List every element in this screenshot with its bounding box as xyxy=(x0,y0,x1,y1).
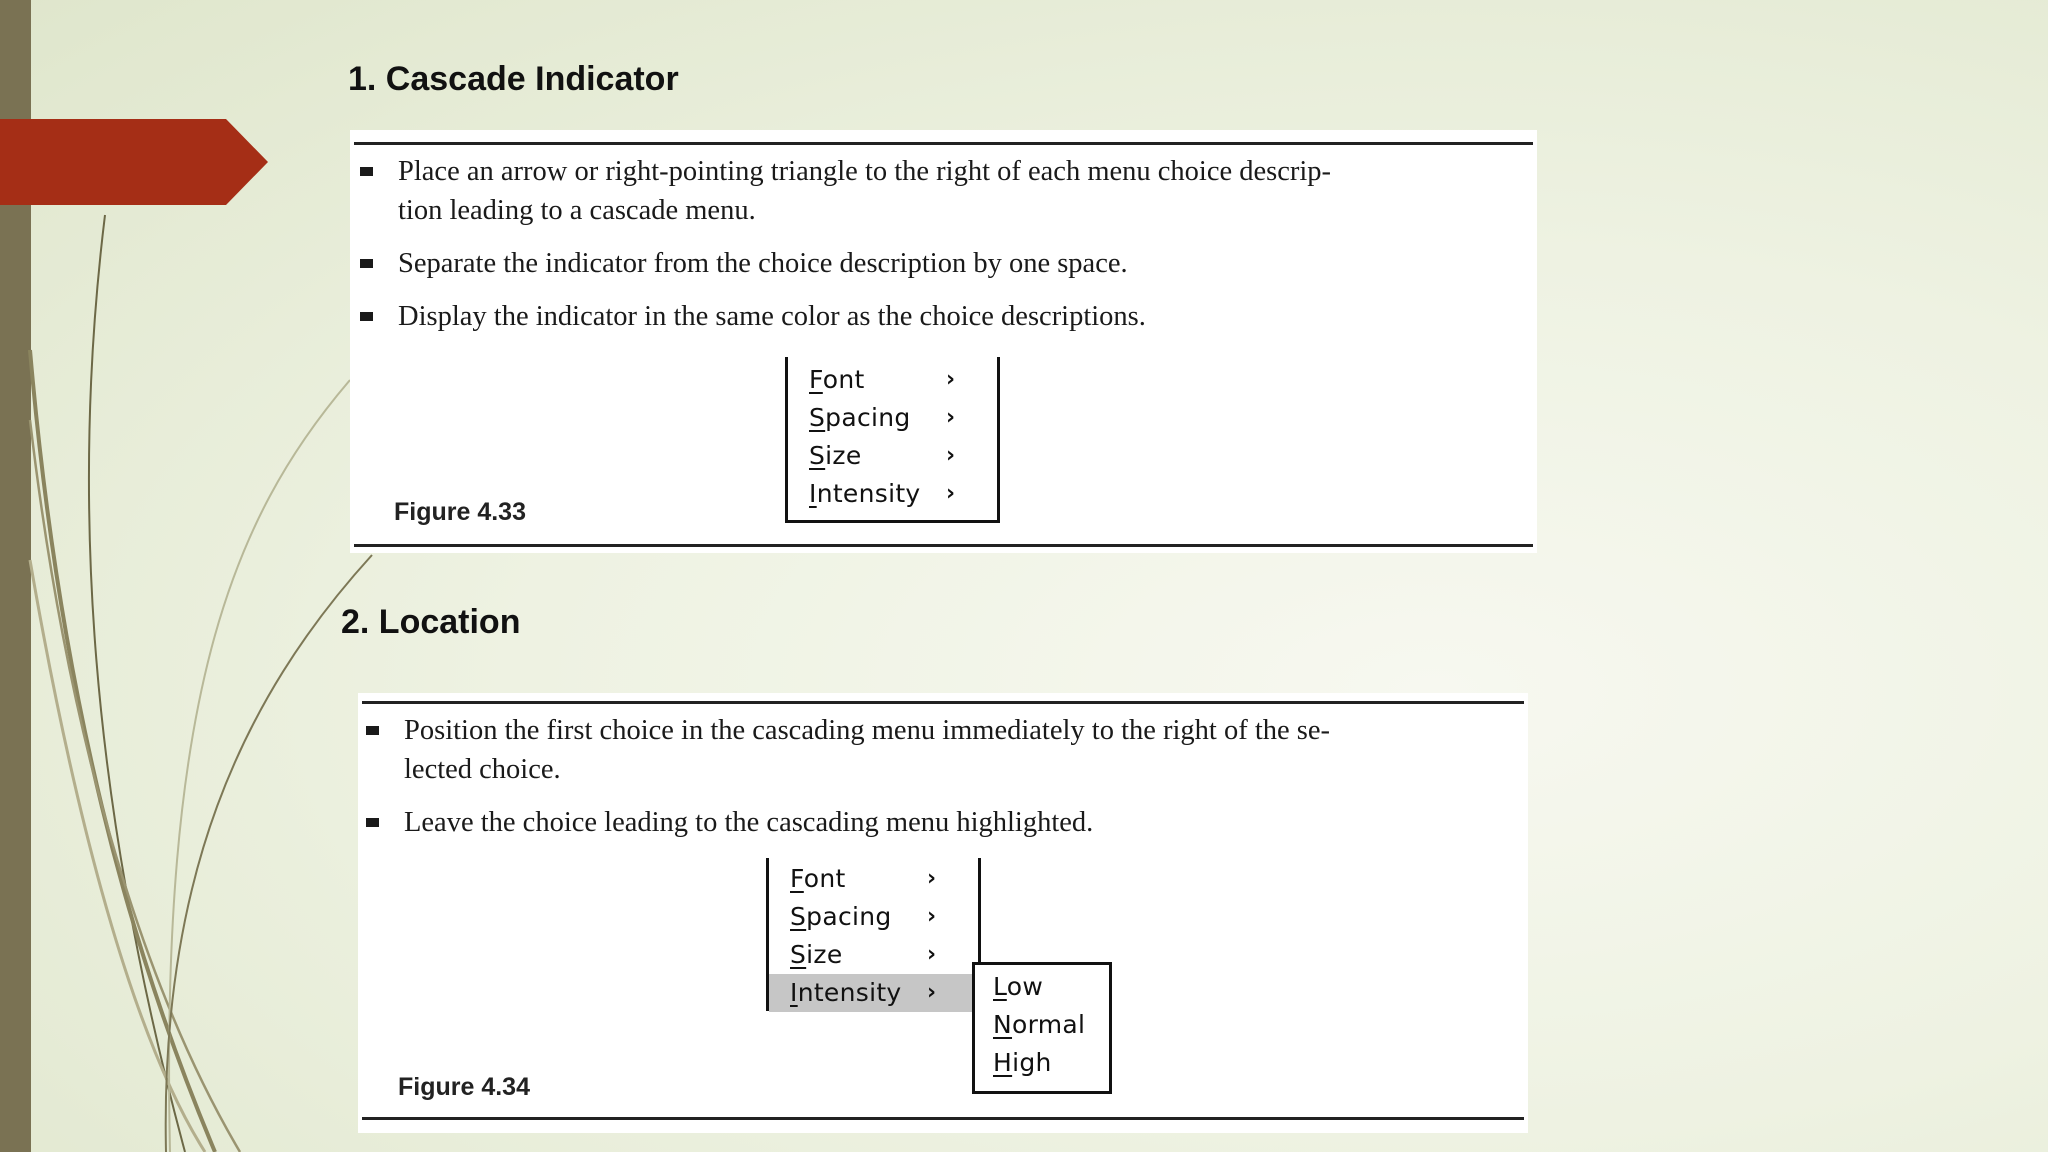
cascade-menu-figure-4-33 xyxy=(785,357,1000,523)
menu-item-size[interactable]: Size › xyxy=(769,936,978,974)
panel-top-rule xyxy=(354,142,1533,145)
bullet-square-icon xyxy=(360,167,373,176)
panel-bottom-rule xyxy=(354,544,1533,547)
figure-label: Figure 4.33 xyxy=(394,498,526,526)
section1-panel xyxy=(350,130,1537,553)
bullet-item: Display the indicator in the same color as the choice descriptions. xyxy=(356,297,1526,336)
panel-bottom-rule xyxy=(362,1117,1524,1120)
section1-bullet-list xyxy=(356,152,1526,350)
bullet-item: Position the first choice in the cascading menu immediately to the right of the se- lected choice. xyxy=(362,711,1522,789)
bullet-item: Place an arrow or right-pointing triangle to the right of each menu choice descrip- tion leading to a cascade menu. xyxy=(356,152,1526,230)
bullet-item: Leave the choice leading to the cascading menu highlighted. xyxy=(362,803,1522,842)
chevron-right-icon: › xyxy=(927,980,937,1005)
parent-menu-figure-4-34 xyxy=(766,858,981,1011)
submenu-item-normal[interactable]: Normal xyxy=(993,1010,1086,1039)
submenu-item-low[interactable]: Low xyxy=(993,972,1044,1001)
section2-bullet-list xyxy=(362,711,1522,856)
chevron-right-icon: › xyxy=(927,904,937,929)
panel-top-rule xyxy=(362,701,1524,704)
bullet-square-icon xyxy=(366,726,379,735)
bullet-square-icon xyxy=(360,259,373,268)
menu-item-font[interactable]: Font › xyxy=(769,860,978,898)
red-arrow-marker xyxy=(0,119,270,205)
menu-item-intensity[interactable]: Intensity › xyxy=(788,475,997,513)
chevron-right-icon: › xyxy=(946,443,956,468)
menu-item-intensity-highlighted[interactable]: Intensity › xyxy=(769,974,978,1012)
chevron-right-icon: › xyxy=(927,866,937,891)
menu-item-font[interactable]: Font › xyxy=(788,361,997,399)
chevron-right-icon: › xyxy=(946,367,956,392)
chevron-right-icon: › xyxy=(946,481,956,506)
chevron-right-icon: › xyxy=(946,405,956,430)
section2-heading: 2. Location xyxy=(341,603,521,641)
figure-label: Figure 4.34 xyxy=(398,1073,530,1101)
cascading-submenu xyxy=(972,962,1112,1094)
submenu-item-high[interactable]: High xyxy=(993,1048,1052,1077)
section1-heading: 1. Cascade Indicator xyxy=(348,60,679,98)
section2-panel xyxy=(358,693,1528,1133)
bullet-square-icon xyxy=(366,818,379,827)
menu-item-spacing[interactable]: Spacing › xyxy=(788,399,997,437)
menu-item-size[interactable]: Size › xyxy=(788,437,997,475)
bullet-square-icon xyxy=(360,312,373,321)
menu-item-spacing[interactable]: Spacing › xyxy=(769,898,978,936)
chevron-right-icon: › xyxy=(927,942,937,967)
bullet-item: Separate the indicator from the choice description by one space. xyxy=(356,244,1526,283)
